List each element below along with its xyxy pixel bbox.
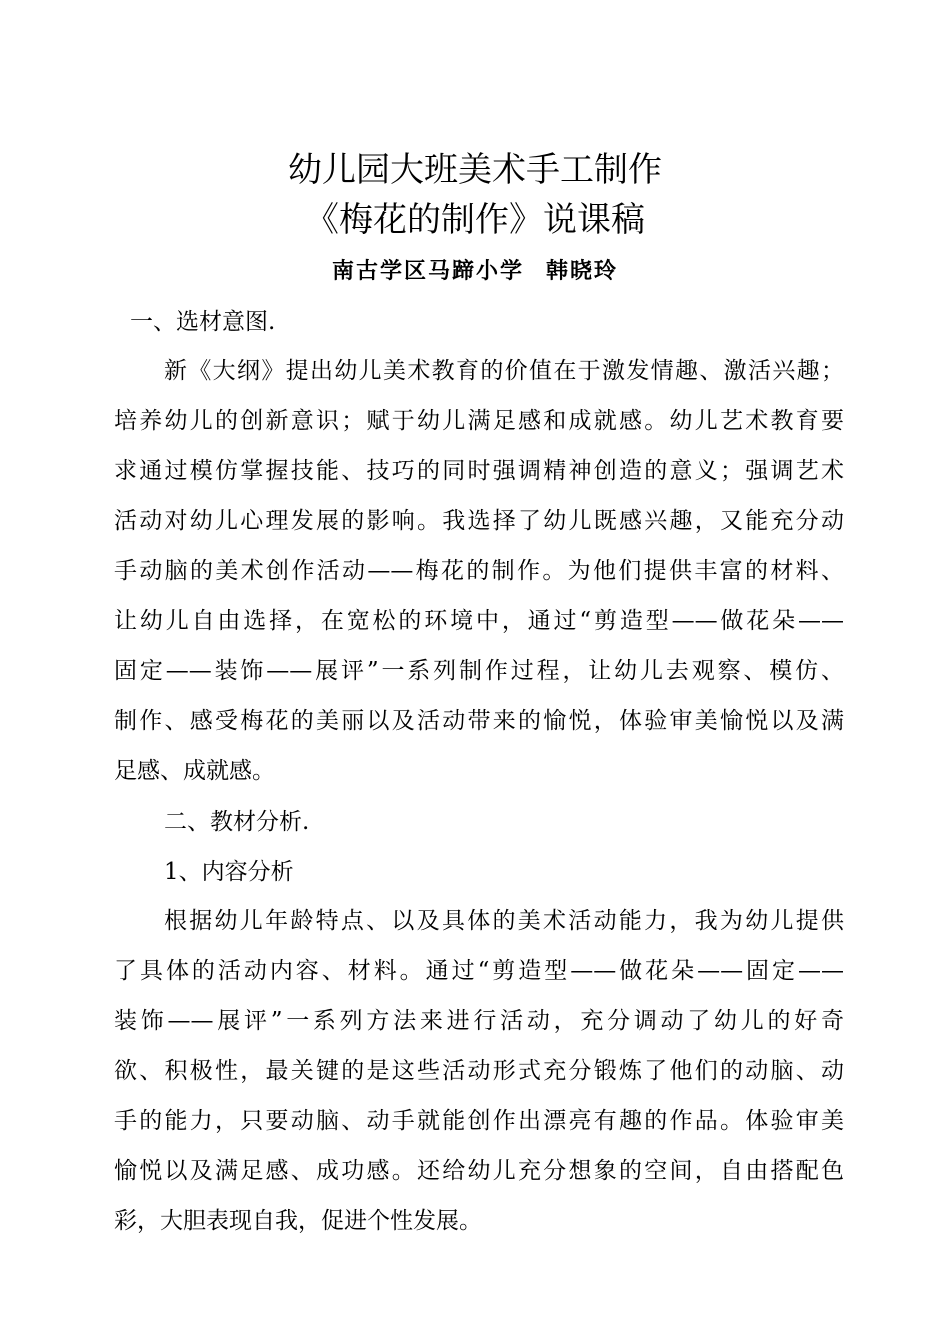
document-title: 幼儿园大班美术手工制作 [288, 150, 662, 190]
paragraph-line: 了具体的活动内容、材料。通过“剪造型——做花朵——固定—— [114, 958, 844, 984]
author-name: 韩晓玲 [546, 258, 619, 284]
paragraph-line: 手的能力，只要动脑、动手就能创作出漂亮有趣的作品。体验审美 [114, 1108, 844, 1134]
author-line [0, 256, 950, 286]
document-subtitle: 《梅花的制作》说课稿 [305, 200, 645, 240]
paragraph-line: 彩，大胆表现自我，促进个性发展。 [114, 1208, 482, 1234]
paragraph-line: 手动脑的美术创作活动——梅花的制作。为他们提供丰富的材料、 [114, 558, 844, 584]
paragraph-line: 装饰——展评”一系列方法来进行活动，充分调动了幼儿的好奇 [114, 1008, 844, 1034]
paragraph-line: 让幼儿自由选择，在宽松的环境中，通过“剪造型——做花朵—— [114, 608, 844, 634]
paragraph-line: 愉悦以及满足感、成功感。还给幼儿充分想象的空间，自由搭配色 [114, 1158, 844, 1184]
paragraph-line: 制作、感受梅花的美丽以及活动带来的愉悦，体验审美愉悦以及满 [114, 708, 844, 734]
section-heading-material-intent: 一、选材意图. [130, 309, 276, 335]
paragraph-line: 足感、成就感。 [114, 758, 275, 784]
paragraph-line: 欲、积极性，最关键的是这些活动形式充分锻炼了他们的动脑、动 [114, 1058, 844, 1084]
paragraph-line: 培养幼儿的创新意识；赋于幼儿满足感和成就感。幼儿艺术教育要 [114, 408, 844, 434]
section-heading-material-analysis: 二、教材分析. [164, 809, 310, 835]
paragraph-line: 求通过模仿掌握技能、技巧的同时强调精神创造的意义；强调艺术 [114, 458, 844, 484]
author-school: 南古学区马蹄小学 [331, 258, 524, 284]
paragraph-line: 根据幼儿年龄特点、以及具体的美术活动能力，我为幼儿提供 [164, 908, 844, 934]
paragraph-line: 固定——装饰——展评”一系列制作过程，让幼儿去观察、模仿、 [114, 658, 844, 684]
paragraph-line: 新《大纲》提出幼儿美术教育的价值在于激发情趣、激活兴趣； [164, 358, 844, 384]
section2-paragraph [114, 896, 844, 1246]
section1-paragraph [114, 346, 844, 796]
paragraph-line: 活动对幼儿心理发展的影响。我选择了幼儿既感兴趣，又能充分动 [114, 508, 844, 534]
sub-heading-content-analysis: 1、内容分析 [164, 859, 294, 885]
